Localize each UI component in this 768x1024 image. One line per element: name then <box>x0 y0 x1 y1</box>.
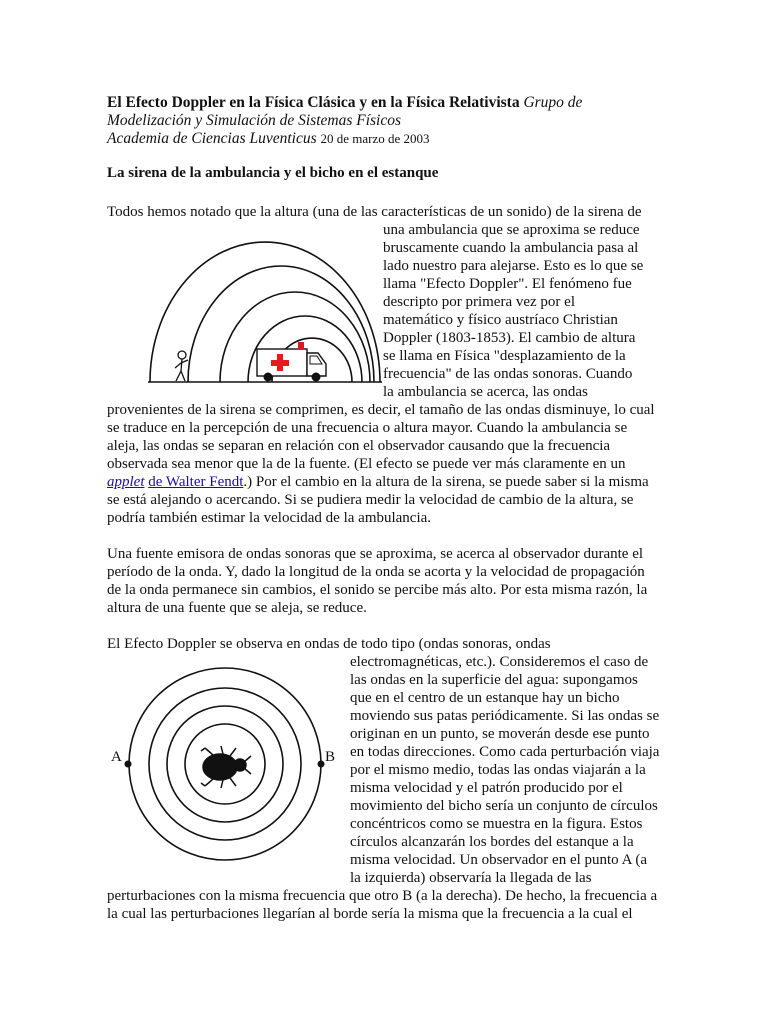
paragraph-line: moviendo sus patas periódicamente. Si las ondas se <box>350 708 660 724</box>
paragraph-line: la izquierda) observaría la llegada de las <box>350 870 592 886</box>
paragraph-line: se llama en Física "desplazamiento de la <box>383 348 626 364</box>
paragraph-line: perturbaciones con la misma frecuencia que otro B (a la derecha). De hecho, la frecuencia a <box>107 888 658 904</box>
paragraph-line: la ambulancia se acerca, las ondas <box>383 384 588 400</box>
paragraph-line: electromagnéticas, etc.). Consideremos el caso de <box>350 654 649 670</box>
paragraph-line: altura de una fuente que se aleja, se reduce. <box>107 600 367 616</box>
page-title <box>107 94 582 112</box>
section-heading: La sirena de la ambulancia y el bicho en el estanque <box>107 165 439 181</box>
paragraph-line: frecuencia" de las ondas sonoras. Cuando <box>383 366 633 382</box>
point-a-marker <box>125 761 132 768</box>
paragraph-line: Una fuente emisora de ondas sonoras que se aproxima, se acerca al observador durante el <box>107 546 644 562</box>
paragraph-line: de la onda permanece sin cambios, el sonido se percibe más alto. Por esta misma razón, la <box>107 582 648 598</box>
group-name-cont: Modelización y Simulación de Sistemas Físicos <box>107 112 402 129</box>
paragraph-line: bruscamente cuando la ambulancia pasa al <box>383 240 639 256</box>
byline <box>107 130 430 148</box>
paragraph-line: se está alejando o acercando. Si se pudiera medir la velocidad de cambio de la altura, se <box>107 492 634 508</box>
paragraph-line: las ondas en la superficie del agua: supongamos <box>350 672 638 688</box>
ambulance-doppler-figure <box>148 222 382 390</box>
paragraph-line: podría también estimar la velocidad de la ambulancia. <box>107 510 432 526</box>
observer-figure <box>175 351 188 381</box>
paragraph-line: El Efecto Doppler se observa en ondas de todo tipo (ondas sonoras, ondas <box>107 636 551 652</box>
point-b-marker <box>318 761 325 768</box>
paragraph-line: descripto por primera vez por el <box>383 294 576 310</box>
paragraph-line: la cual las perturbaciones llegarían al borde sería la misma que la frecuencia a la cual el <box>107 906 633 922</box>
paragraph-line: misma velocidad y el patrón producido por el <box>350 780 623 796</box>
paragraph-line-with-link: applet de Walter Fendt.) Por el cambio en la altura de la sirena, se puede saber si la misma <box>107 474 649 490</box>
paragraph-line: que en el centro de un estanque hay un bicho <box>350 690 620 706</box>
applet-link[interactable]: applet <box>107 474 145 490</box>
paragraph-line: aleja, las ondas se separan en relación con el observador causando que la frecuencia <box>107 438 611 454</box>
academy-name: Academia de Ciencias Luventicus <box>107 130 317 147</box>
paragraph-line: lado nuestro para alejarse. Esto es lo que se <box>383 258 644 274</box>
paragraph-line: originan en un punto, se moverán desde ese punto <box>350 726 650 742</box>
paragraph-line: una ambulancia que se aproxima se reduce <box>383 222 640 238</box>
paragraph-line: matemático y físico austríaco Christian <box>383 312 618 328</box>
bug-icon <box>201 746 251 788</box>
article-title: El Efecto Doppler en la Física Clásica y en la Física Relativista <box>107 94 520 111</box>
paragraph-line: llama "Efecto Doppler". El fenómeno fue <box>383 276 632 292</box>
walter-fendt-link[interactable]: de Walter Fendt <box>148 474 244 490</box>
paragraph-line: Doppler (1803-1853). El cambio de altura <box>383 330 636 346</box>
paragraph-line: Todos hemos notado que la altura (una de las características de un sonido) de la sirena de <box>107 204 642 220</box>
paragraph-line: en todas direcciones. Como cada perturbación viaja <box>350 744 660 760</box>
paragraph-line: misma velocidad. Un observador en el punto A (a <box>350 852 648 868</box>
label-a: A <box>111 749 122 765</box>
paragraph-line: por el mismo medio, todas las ondas viajarán a la <box>350 762 646 778</box>
ambulance-icon <box>257 342 326 382</box>
paragraph-line: provenientes de la sirena se comprimen, es decir, el tamaño de las ondas disminuye, lo cual <box>107 402 655 418</box>
group-name: Grupo de <box>523 94 583 111</box>
paragraph-line: se traduce en la percepción de una frecuencia o altura mayor. Cuando la ambulancia se <box>107 420 628 436</box>
paragraph-line: círculos alcanzarán los bordes del estanque a la <box>350 834 634 850</box>
paragraph-line: observada sea menor que la de la fuente. (El efecto se puede ver más claramente en un <box>107 456 626 472</box>
paragraph-line: movimiento del bicho sería un conjunto de círculos <box>350 798 658 814</box>
date: 20 de marzo de 2003 <box>320 131 430 146</box>
paragraph-line: concéntricos como se muestra en la figura. Estos <box>350 816 643 832</box>
paragraph-line: período de la onda. Y, dado la longitud de la onda se acorta y la velocidad de propagación <box>107 564 645 580</box>
pond-waves-figure <box>105 666 345 866</box>
label-b: B <box>325 749 336 765</box>
